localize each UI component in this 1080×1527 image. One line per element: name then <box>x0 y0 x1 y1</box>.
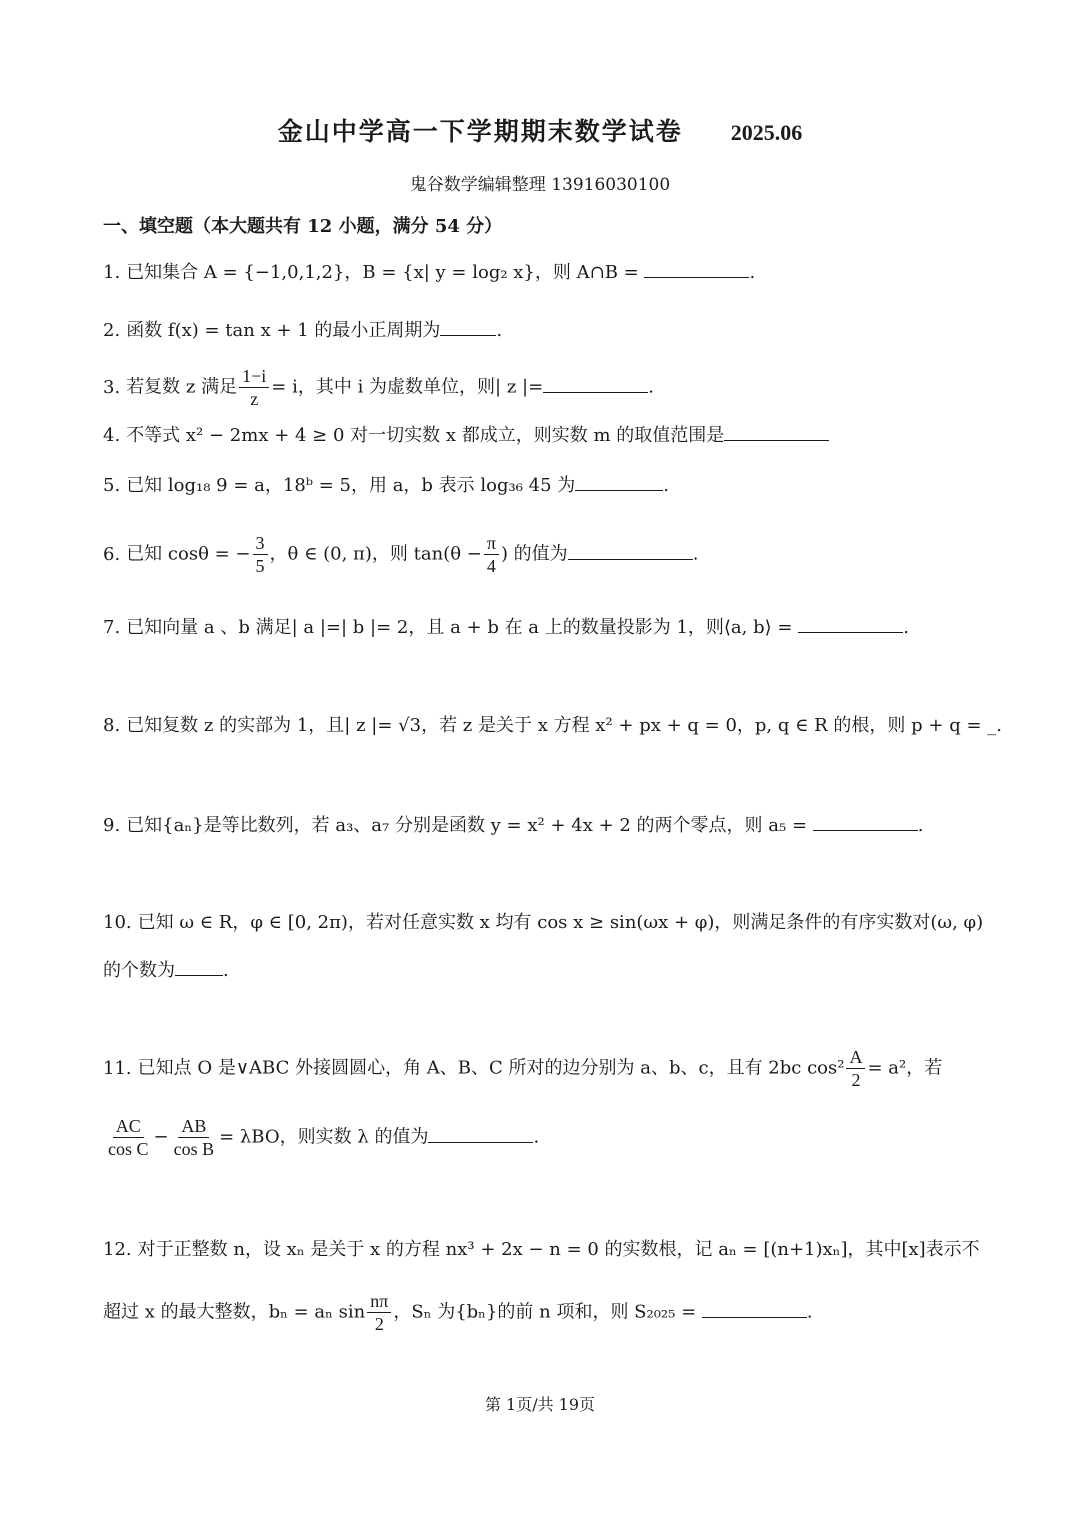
answer-blank <box>440 317 496 336</box>
answer-blank <box>568 541 693 560</box>
answer-blank <box>724 422 829 441</box>
answer-blank <box>175 957 223 976</box>
question-12-line2: 超过 x 的最大整数，bₙ = aₙ sin $\frac{n\pi}{2}$ ，Sₙ 为{bₙ}的前 n 项和，则 S₂₀₂₅ = . <box>103 1291 813 1334</box>
question-11: 11. 已知点 O 是∨ABC 外接圆圆心，角 A、B、C 所对的边分别为 a、b、c，且有 2bc cos² $\frac{A}{2}$ = a²，若 <box>103 1047 943 1090</box>
page-footer: 第 1页/共 19页 <box>484 1395 596 1414</box>
question-10: 10. 已知 ω ∈ R，φ ∈ [0, 2π)，若对任意实数 x 均有 cos x ≥ sin(ωx + φ)，则满足条件的有序实数对(ω, φ) 的个数为 . <box>103 908 983 986</box>
answer-blank <box>575 472 663 491</box>
question-12: 12. 对于正整数 n，设 xₙ 是关于 x 的方程 nx³ + 2x − n = 0 的实数根，记 aₙ = [(n+1)xₙ]，其中[x]表示不 <box>103 1239 980 1260</box>
exam-title <box>0 112 1080 148</box>
question-5: 5. 已知 log₁₈ 9 = a，18ᵇ = 5，用 a，b 表示 log₃₆ 45 为 . <box>103 471 669 501</box>
fraction: $\frac{AB}{\text{cos B}}$ <box>173 1116 215 1159</box>
question-2: 2. 函数 f(x) = tan x + 1 的最小正周期为 . <box>103 316 502 346</box>
answer-blank <box>543 374 648 393</box>
answer-blank <box>428 1124 533 1143</box>
section-heading: 一、填空题（本大题共有 12 小题，满分 54 分） <box>103 216 503 237</box>
question-3: 3. 若复数 z 满足 $\frac{1-i}{z}$ = i，其中 i 为虚数单位，则| z |= . <box>103 366 654 409</box>
fraction: $\frac{AC}{\text{cos C}}$ <box>108 1116 149 1159</box>
answer-blank <box>702 1299 807 1318</box>
fraction: $\frac{n\pi}{2}$ <box>367 1290 391 1335</box>
subtitle: 鬼谷数学编辑整理 13916030100 <box>409 175 671 195</box>
exam-date: 2025.06 <box>730 120 803 145</box>
answer-blank <box>798 614 903 633</box>
answer-blank <box>813 812 918 831</box>
question-8: 8. 已知复数 z 的实部为 1，且| z |= √3，若 z 是关于 x 方程 x² + px + q = 0，p, q ∈ R 的根，则 p + q = _. <box>103 715 1002 736</box>
fraction: $\frac{A}{2}$ <box>846 1046 865 1091</box>
question-10-line2: 的个数为 . <box>103 956 983 986</box>
answer-blank <box>644 259 749 278</box>
title-text: 金山中学高一下学期期末数学试卷 <box>277 117 683 146</box>
fraction: $\frac{\pi}{4}$ <box>484 532 499 577</box>
question-1: 1. 已知集合 A = {−1,0,1,2}，B = {x| y = log₂ x}，则 A∩B = . <box>103 258 755 288</box>
question-7: 7. 已知向量 a 、b 满足| a |=| b |= 2，且 a + b 在 a 上的数量投影为 1，则⟨a, b⟩ = . <box>103 613 909 643</box>
fraction: $\frac{3}{5}$ <box>253 532 268 577</box>
question-4: 4. 不等式 x² − 2mx + 4 ≥ 0 对一切实数 x 都成立，则实数 m 的取值范围是 <box>103 421 829 451</box>
question-6: 6. 已知 cosθ = − $\frac{3}{5}$ ，θ ∈ (0, π)，则 tan(θ − $\frac{\pi}{4}$ ) 的值为 . <box>103 533 699 576</box>
fraction: $\frac{1-i}{z}$ <box>239 365 269 410</box>
question-11-line2: $\frac{AC}{\text{cos C}}$ − $\frac{AB}{\text{cos B}}$ = λBO，则实数 λ 的值为 . <box>103 1115 539 1160</box>
question-9: 9. 已知{aₙ}是等比数列，若 a₃、a₇ 分别是函数 y = x² + 4x + 2 的两个零点，则 a₅ = . <box>103 811 924 841</box>
